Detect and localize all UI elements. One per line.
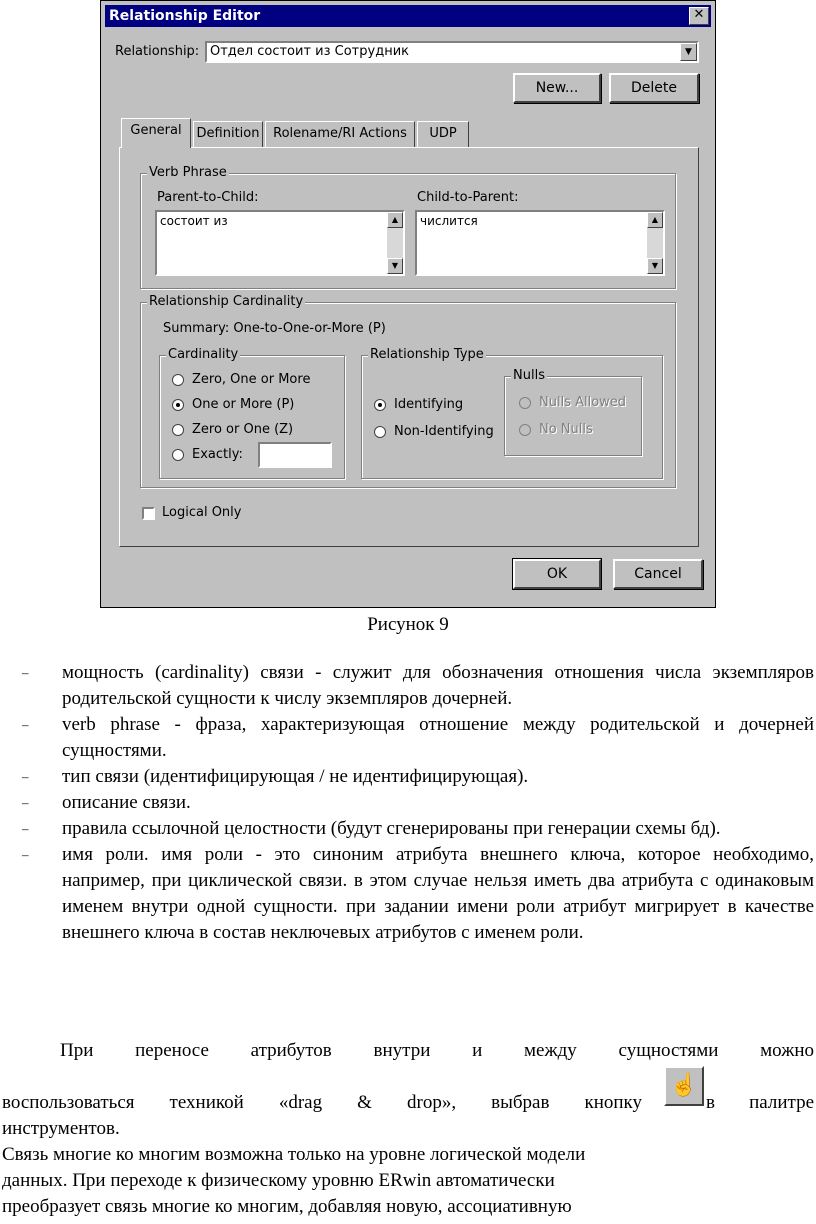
bullet-dash: – bbox=[22, 847, 29, 862]
paragraph-line: преобразует связь многие ко многим, добавляя новую, ассоциативную bbox=[2, 1196, 572, 1217]
child-to-parent-label: Child-to-Parent: bbox=[417, 190, 519, 205]
zero-one-or-more-label: Zero, One or More bbox=[192, 372, 311, 387]
tab-udp[interactable]: UDP bbox=[417, 121, 469, 147]
tab-rolename-ri-actions[interactable]: Rolename/RI Actions bbox=[265, 121, 415, 147]
radio-one-or-more[interactable] bbox=[172, 399, 184, 411]
nulls-allowed-label: Nulls Allowed bbox=[539, 395, 627, 410]
non-identifying-label: Non-Identifying bbox=[394, 424, 494, 439]
relationship-type-title: Relationship Type bbox=[370, 347, 484, 362]
bullet-text: имя роли. имя роли - это синоним атрибута внешнего ключа, которое необходимо, например, при циклической связи. в этом случае нельзя иметь два атрибута с одинаковым именем внутри одной сущности. при задании имени роли атрибут мигрирует в качестве внешнего ключа в состав неключевых атрибутов с именем роли. bbox=[62, 844, 814, 943]
cardinality-summary: Summary: One-to-One-or-More (P) bbox=[163, 321, 386, 336]
ok-button[interactable]: OK bbox=[513, 559, 601, 589]
paragraph-text: воспользоваться техникой «drag & drop», выбрав кнопку bbox=[2, 1092, 642, 1113]
radio-nulls-allowed[interactable] bbox=[519, 397, 531, 409]
general-tab-panel bbox=[119, 147, 699, 547]
dialog-titlebar bbox=[105, 5, 711, 27]
child-to-parent-input[interactable] bbox=[415, 210, 665, 276]
bullet-dash: – bbox=[22, 769, 29, 784]
parent-to-child-scrollbar[interactable] bbox=[387, 212, 403, 274]
exactly-input[interactable] bbox=[258, 442, 332, 468]
bullet-dash: – bbox=[22, 665, 29, 680]
bullet-dash: – bbox=[22, 821, 29, 836]
dialog-title: Relationship Editor bbox=[109, 8, 261, 24]
one-or-more-label: One or More (P) bbox=[192, 397, 295, 412]
child-to-parent-scrollbar[interactable] bbox=[647, 212, 663, 274]
cardinality-subgroup bbox=[159, 347, 345, 479]
list-item bbox=[0, 842, 816, 946]
bullet-text: мощность (cardinality) связи - служит для обозначения отношения числа экземпляров родительской сущности к числу экземпляров дочерней. bbox=[62, 662, 814, 709]
bullet-dash: – bbox=[22, 717, 29, 732]
paragraph-line: При переносе атрибутов внутри и между сущностями можно bbox=[60, 1040, 814, 1061]
scroll-up-icon[interactable]: ▲ bbox=[387, 212, 403, 228]
list-item bbox=[0, 660, 816, 712]
tab-definition[interactable]: Definition bbox=[193, 121, 263, 147]
parent-to-child-label: Parent-to-Child: bbox=[157, 190, 259, 205]
chevron-down-icon[interactable]: ▼ bbox=[680, 43, 697, 61]
bullet-text: правила ссылочной целостности (будут сгенерированы при генерации схемы бд). bbox=[62, 818, 721, 839]
scroll-down-icon[interactable]: ▼ bbox=[387, 258, 403, 274]
parent-to-child-value: состоит из bbox=[160, 214, 228, 228]
radio-exactly[interactable] bbox=[172, 449, 184, 461]
list-item bbox=[0, 764, 816, 790]
nulls-subgroup bbox=[504, 368, 642, 456]
child-to-parent-value: числится bbox=[420, 214, 478, 228]
delete-button[interactable]: Delete bbox=[609, 73, 699, 103]
cardinality-title: Cardinality bbox=[168, 347, 239, 362]
relationship-cardinality-title: Relationship Cardinality bbox=[149, 294, 304, 309]
radio-identifying[interactable] bbox=[374, 399, 386, 411]
logical-only-label: Logical Only bbox=[162, 505, 242, 520]
list-item bbox=[0, 816, 816, 842]
new-button[interactable]: New... bbox=[513, 73, 601, 103]
bullet-dash: – bbox=[22, 795, 29, 810]
exactly-label: Exactly: bbox=[192, 447, 243, 462]
bullet-list bbox=[0, 660, 816, 946]
bullet-text: verb phrase - фраза, характеризующая отношение между родительской и дочерней сущностями. bbox=[62, 714, 814, 761]
identifying-label: Identifying bbox=[394, 397, 464, 412]
relationship-type-subgroup bbox=[361, 347, 663, 479]
relationship-value: Отдел состоит из Сотрудник bbox=[210, 44, 409, 59]
figure-caption: Рисунок 9 bbox=[367, 614, 449, 635]
paragraph-line: Связь многие ко многим возможна только на уровне логической модели bbox=[2, 1144, 586, 1165]
scroll-up-icon[interactable]: ▲ bbox=[647, 212, 663, 228]
hand-tool-icon: ☝ bbox=[664, 1066, 704, 1106]
radio-no-nulls[interactable] bbox=[519, 424, 531, 436]
verb-phrase-title: Verb Phrase bbox=[149, 165, 227, 180]
relationship-cardinality-group bbox=[140, 294, 676, 488]
radio-zero-or-one[interactable] bbox=[172, 424, 184, 436]
bullet-text: описание связи. bbox=[62, 792, 191, 813]
tab-general[interactable]: General bbox=[121, 118, 191, 148]
nulls-title: Nulls bbox=[513, 368, 545, 383]
no-nulls-label: No Nulls bbox=[539, 422, 593, 437]
radio-non-identifying[interactable] bbox=[374, 426, 386, 438]
radio-zero-one-or-more[interactable] bbox=[172, 374, 184, 386]
verb-phrase-group bbox=[140, 165, 676, 289]
list-item bbox=[0, 712, 816, 764]
paragraph-line: данных. При переходе к физическому уровню ERwin автоматически bbox=[2, 1170, 555, 1191]
relationship-select[interactable] bbox=[205, 41, 699, 63]
close-icon[interactable]: ✕ bbox=[689, 7, 709, 25]
relationship-label: Relationship: bbox=[115, 44, 200, 59]
paragraph-text: в палитре bbox=[706, 1092, 814, 1113]
scroll-down-icon[interactable]: ▼ bbox=[647, 258, 663, 274]
paragraph-line: инструментов. bbox=[2, 1118, 120, 1139]
relationship-editor-dialog bbox=[100, 0, 716, 608]
bullet-text: тип связи (идентифицирующая / не идентифицирующая). bbox=[62, 766, 529, 787]
list-item bbox=[0, 790, 816, 816]
logical-only-checkbox[interactable] bbox=[142, 507, 155, 520]
cancel-button[interactable]: Cancel bbox=[613, 559, 703, 589]
zero-or-one-label: Zero or One (Z) bbox=[192, 422, 294, 437]
parent-to-child-input[interactable] bbox=[155, 210, 405, 276]
